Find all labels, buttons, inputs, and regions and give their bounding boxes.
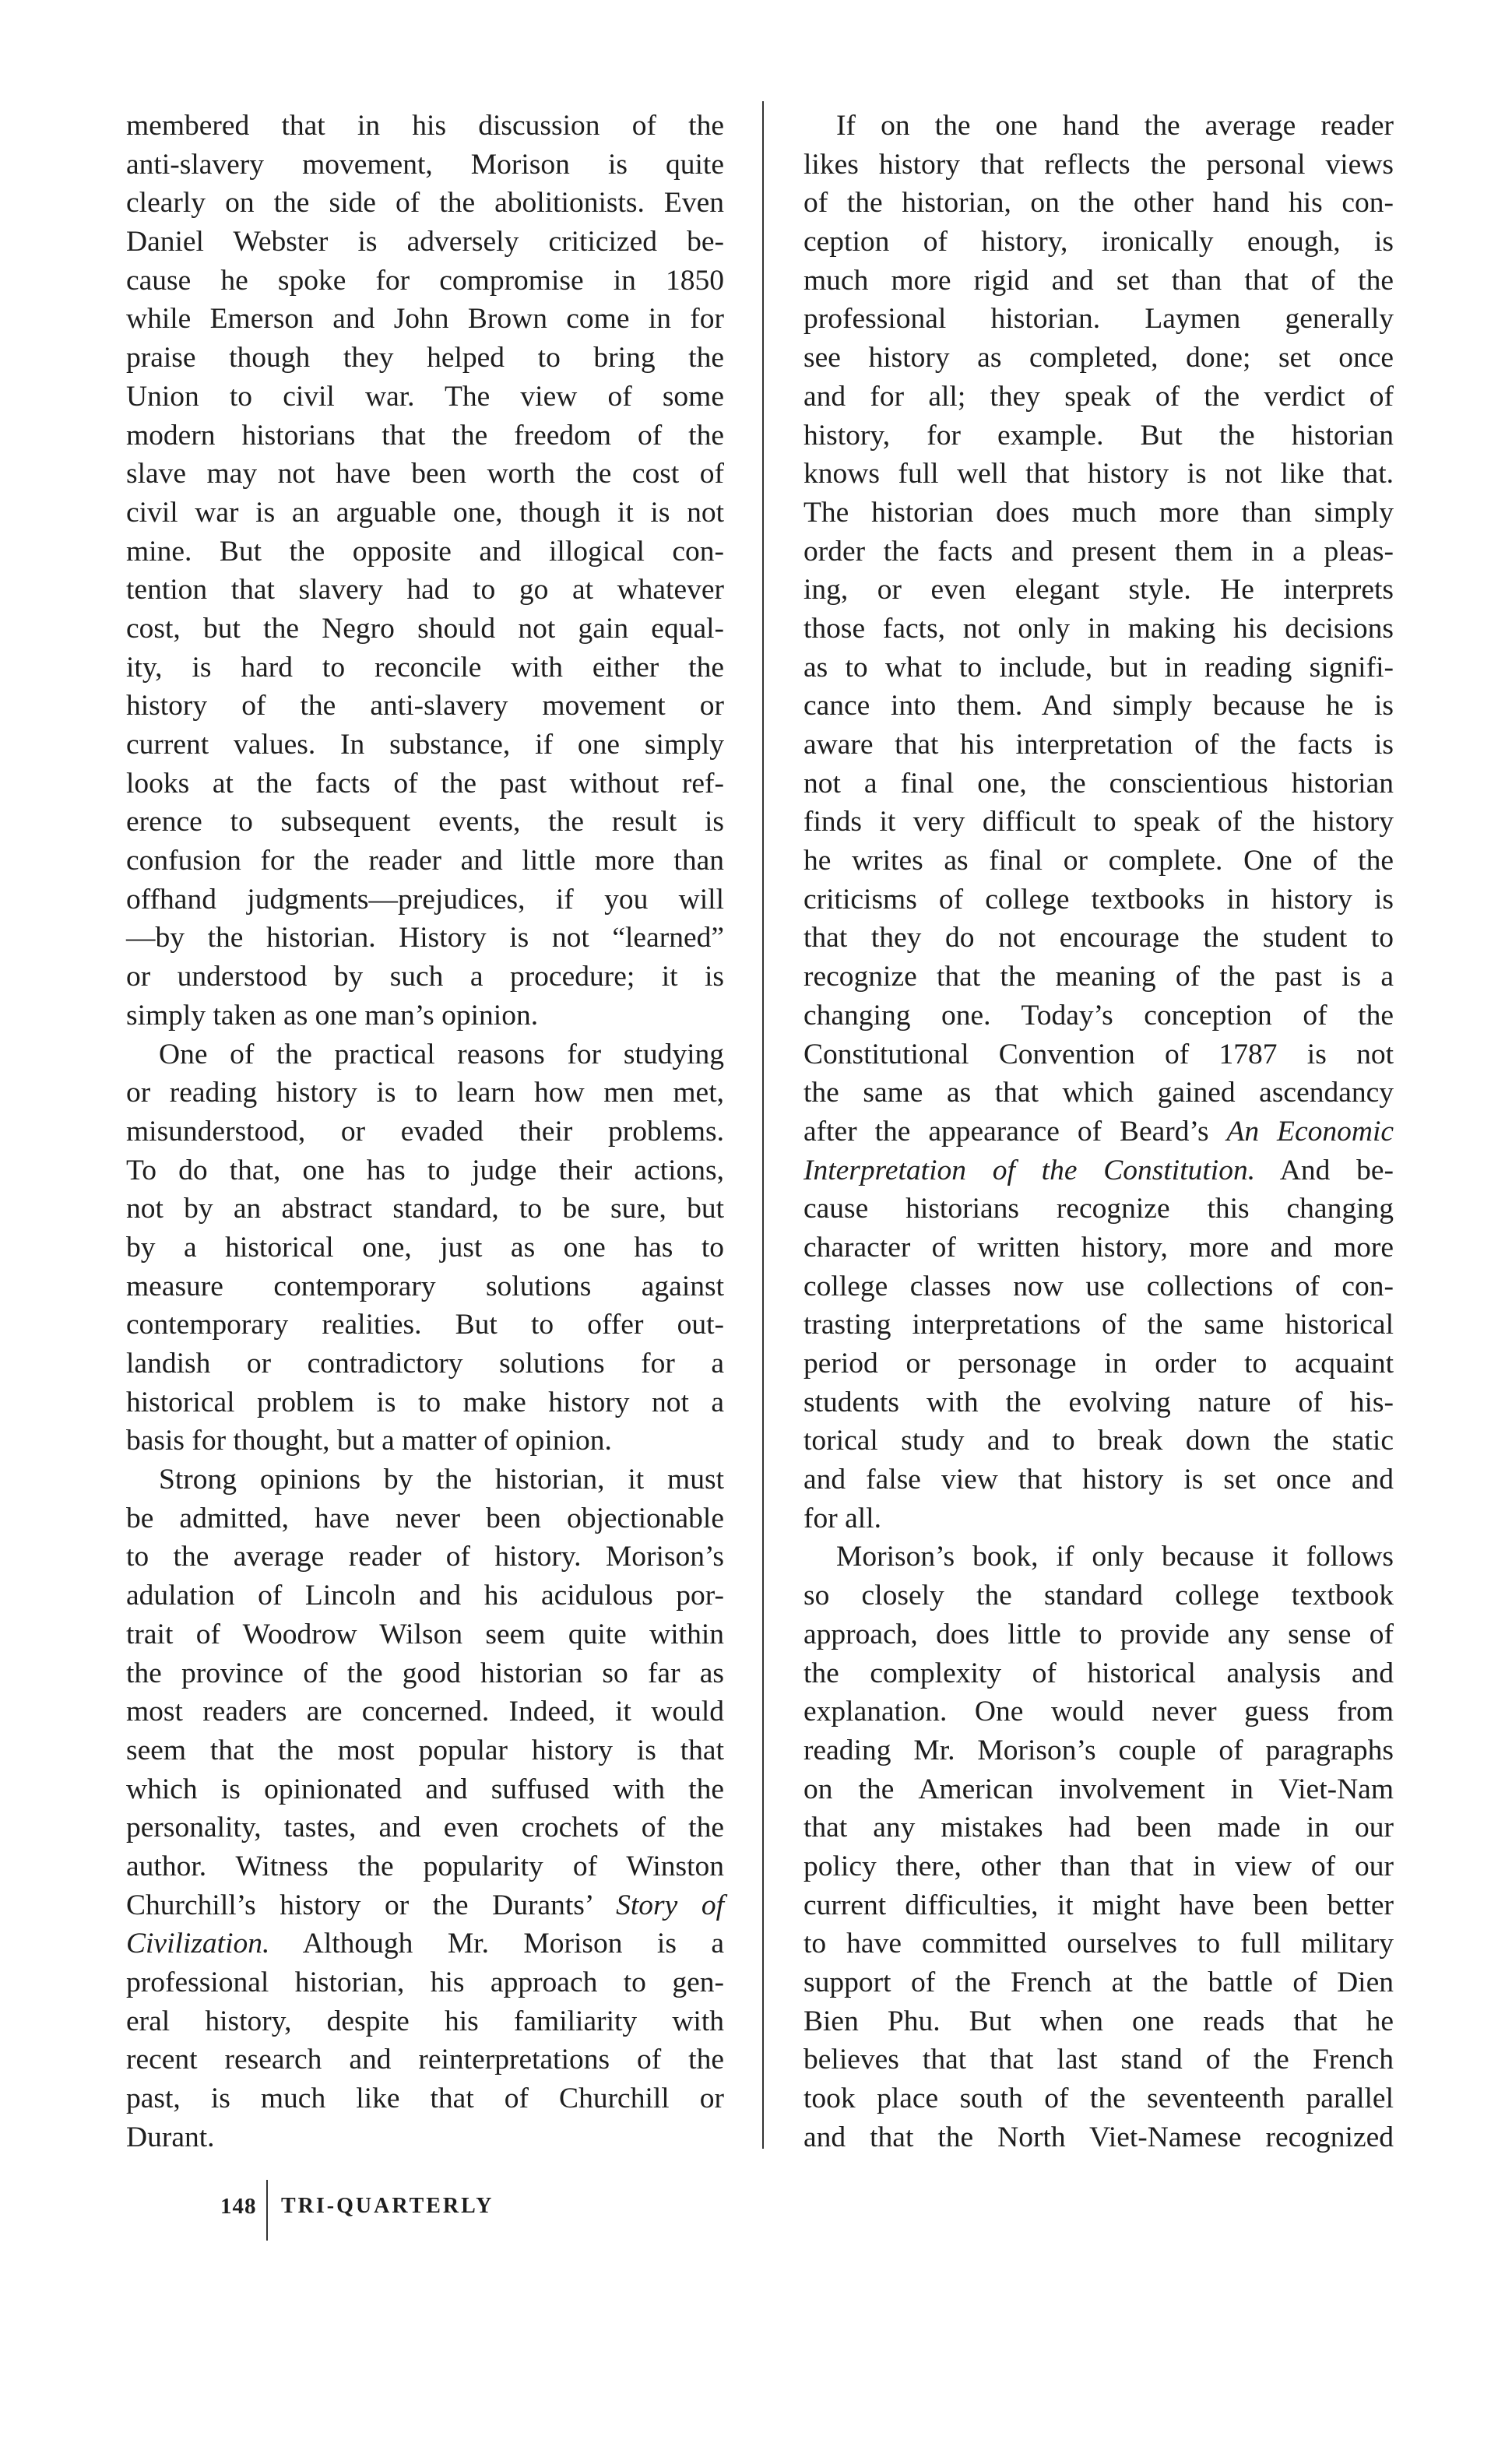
text-segment: recognize that the meaning of the past is a xyxy=(803,961,1394,993)
text-line xyxy=(126,1460,724,1499)
text-line xyxy=(126,1074,724,1112)
text-line xyxy=(803,2118,1394,2157)
text-segment: Daniel Webster is adversely criticized be- xyxy=(126,226,724,258)
text-line xyxy=(126,1808,724,1847)
text-line xyxy=(126,919,724,958)
text-line xyxy=(126,649,724,687)
text-line xyxy=(126,1151,724,1190)
text-line xyxy=(803,533,1394,571)
text-segment: recent research and reinterpretations of the xyxy=(126,2044,724,2076)
text-segment: reading Mr. Morison’s couple of paragraphs xyxy=(803,1734,1394,1766)
text-segment: and for all; they speak of the verdict of xyxy=(803,380,1394,413)
text-segment: that they do not encourage the student to xyxy=(803,922,1394,954)
text-segment: clearly on the side of the abolitionists. Even xyxy=(126,187,724,220)
text-segment: cance into them. And simply because he is xyxy=(803,690,1394,722)
text-segment: One of the practical reasons for studying xyxy=(159,1038,724,1070)
text-segment: modern historians that the freedom of the xyxy=(126,419,724,452)
text-segment: students with the evolving nature of his- xyxy=(803,1386,1394,1418)
italic-title: Civilization. xyxy=(126,1928,270,1960)
text-segment: eral history, despite his familiarity with xyxy=(126,2005,724,2037)
text-line xyxy=(803,996,1394,1035)
text-line xyxy=(803,1422,1394,1460)
text-segment: If on the one hand the average reader xyxy=(836,110,1394,142)
text-segment: Morison’s book, if only because it follows xyxy=(836,1541,1394,1573)
text-segment: college classes now use collections of con- xyxy=(803,1270,1394,1302)
text-line xyxy=(126,494,724,533)
text-line xyxy=(126,455,724,494)
text-line xyxy=(803,1808,1394,1847)
text-segment: adulation of Lincoln and his acidulous por- xyxy=(126,1580,724,1612)
text-line xyxy=(126,726,724,765)
text-segment: so closely the standard college textbook xyxy=(803,1580,1394,1612)
text-line xyxy=(126,1267,724,1306)
text-segment: trait of Woodrow Wilson seem quite within xyxy=(126,1618,724,1650)
text-segment: policy there, other than that in view of our xyxy=(803,1850,1394,1882)
text-segment: anti-slavery movement, Morison is quite xyxy=(126,148,724,181)
text-segment: Union to civil war. The view of some xyxy=(126,380,724,413)
text-segment: Strong opinions by the historian, it must xyxy=(159,1464,724,1496)
text-line xyxy=(126,996,724,1035)
text-segment: trasting interpretations of the same historical xyxy=(803,1309,1394,1341)
text-line xyxy=(126,262,724,301)
text-segment: simply taken as one man’s opinion. xyxy=(126,999,539,1032)
text-line xyxy=(126,803,724,842)
text-line xyxy=(803,881,1394,919)
text-segment: to have committed ourselves to full military xyxy=(803,1928,1394,1960)
text-line xyxy=(803,1538,1394,1576)
text-line xyxy=(803,2040,1394,2079)
text-line xyxy=(803,184,1394,223)
text-segment: the province of the good historian so far as xyxy=(126,1657,724,1689)
text-line xyxy=(803,803,1394,842)
text-segment: —by the historian. History is not “learned” xyxy=(126,922,724,954)
text-segment: ing, or even elegant style. He interprets xyxy=(803,574,1394,606)
text-segment: or understood by such a procedure; it is xyxy=(126,961,724,993)
text-line xyxy=(126,1383,724,1422)
text-line xyxy=(126,1190,724,1228)
text-line xyxy=(803,107,1394,146)
text-line xyxy=(126,339,724,378)
text-segment: finds it very difficult to speak of the history xyxy=(803,806,1394,838)
text-line xyxy=(126,687,724,726)
text-line xyxy=(126,2118,724,2157)
text-segment: membered that in his discussion of the xyxy=(126,110,724,142)
text-line xyxy=(803,1886,1394,1925)
italic-title: Story of xyxy=(616,1889,725,1921)
text-line xyxy=(126,184,724,223)
text-segment: author. Witness the popularity of Winston xyxy=(126,1850,724,1882)
text-segment: character of written history, more and more xyxy=(803,1231,1394,1264)
text-segment: the same as that which gained ascendancy xyxy=(803,1077,1394,1109)
text-segment: likes history that reflects the personal views xyxy=(803,148,1394,181)
text-segment: basis for thought, but a matter of opinion. xyxy=(126,1425,612,1457)
text-segment: current values. In substance, if one simply xyxy=(126,729,724,761)
text-line xyxy=(803,1654,1394,1693)
text-line xyxy=(803,417,1394,455)
text-segment: knows full well that history is not like that. xyxy=(803,458,1394,490)
text-line xyxy=(803,1460,1394,1499)
text-line xyxy=(803,1499,1394,1538)
text-line xyxy=(126,146,724,185)
text-line xyxy=(803,378,1394,417)
text-segment: confusion for the reader and little more than xyxy=(126,845,724,877)
text-segment: professional historian, his approach to gen- xyxy=(126,1967,724,1998)
text-line xyxy=(803,842,1394,881)
text-segment: offhand judgments—prejudices, if you will xyxy=(126,883,724,916)
text-segment: approach, does little to provide any sense of xyxy=(803,1618,1394,1650)
text-segment: professional historian. Laymen generally xyxy=(803,303,1394,336)
text-segment: be admitted, have never been objectionable xyxy=(126,1502,724,1534)
text-segment: To do that, one has to judge their actions, xyxy=(126,1154,724,1186)
text-line xyxy=(803,1151,1394,1190)
text-line xyxy=(803,262,1394,301)
text-segment: ity, is hard to reconcile with either the xyxy=(126,651,724,684)
text-line xyxy=(126,1886,724,1925)
text-segment: praise though they helped to bring the xyxy=(126,342,724,374)
text-line xyxy=(126,842,724,881)
text-line xyxy=(803,455,1394,494)
text-segment: not by an abstract standard, to be sure, but xyxy=(126,1193,724,1225)
text-segment: cause historians recognize this changing xyxy=(803,1193,1394,1225)
text-segment: slave may not have been worth the cost of xyxy=(126,458,724,490)
text-line xyxy=(803,1344,1394,1383)
text-line xyxy=(803,1306,1394,1344)
text-line xyxy=(126,610,724,649)
text-line xyxy=(126,1615,724,1654)
text-line xyxy=(803,1383,1394,1422)
text-segment: and false view that history is set once and xyxy=(803,1464,1394,1496)
text-segment: history, for example. But the historian xyxy=(803,419,1394,452)
text-line xyxy=(803,571,1394,610)
text-segment: looks at the facts of the past without ref- xyxy=(126,767,724,800)
text-segment: cause he spoke for compromise in 1850 xyxy=(126,264,724,297)
text-line xyxy=(126,1576,724,1615)
text-line xyxy=(126,1692,724,1731)
text-line xyxy=(803,223,1394,262)
text-line xyxy=(803,919,1394,958)
journal-title: TRI-QUARTERLY xyxy=(281,2194,494,2218)
text-segment: and that the North Viet-Namese recognized xyxy=(803,2121,1394,2153)
page-number: 148 xyxy=(220,2194,257,2219)
text-segment: much more rigid and set than that of the xyxy=(803,264,1394,297)
text-segment: Churchill’s history or the Durants’ xyxy=(126,1889,617,1921)
text-segment: seem that the most popular history is that xyxy=(126,1734,724,1766)
text-segment: on the American involvement in Viet-Nam xyxy=(803,1773,1394,1805)
text-line xyxy=(126,1499,724,1538)
text-line xyxy=(803,687,1394,726)
text-line xyxy=(126,378,724,417)
text-segment: believes that that last stand of the French xyxy=(803,2044,1394,2076)
text-line xyxy=(126,223,724,262)
text-segment: for all. xyxy=(803,1502,881,1534)
text-segment: past, is much like that of Churchill or xyxy=(126,2083,724,2115)
text-line xyxy=(803,1770,1394,1809)
text-line xyxy=(126,765,724,803)
text-segment: Although Mr. Morison is a xyxy=(269,1928,724,1960)
text-segment: aware that his interpretation of the facts is xyxy=(803,729,1394,761)
text-line xyxy=(803,1847,1394,1886)
text-segment: period or personage in order to acquaint xyxy=(803,1348,1394,1380)
text-line xyxy=(126,1924,724,1963)
text-line xyxy=(126,1422,724,1460)
text-line xyxy=(803,610,1394,649)
text-line xyxy=(803,1731,1394,1770)
text-line xyxy=(126,533,724,571)
text-segment: personality, tastes, and even crochets of the xyxy=(126,1812,724,1844)
text-segment: erence to subsequent events, the result is xyxy=(126,806,724,838)
text-segment: by a historical one, just as one has to xyxy=(126,1231,724,1264)
text-segment: he writes as final or complete. One of the xyxy=(803,845,1394,877)
text-segment: ception of history, ironically enough, is xyxy=(803,226,1394,258)
text-segment: explanation. One would never guess from xyxy=(803,1696,1394,1728)
text-segment: most readers are concerned. Indeed, it would xyxy=(126,1696,724,1728)
text-segment: And be- xyxy=(1255,1154,1394,1186)
text-segment: see history as completed, done; set once xyxy=(803,342,1394,374)
text-line xyxy=(803,2079,1394,2118)
text-segment: as to what to include, but in reading signifi- xyxy=(803,651,1394,684)
text-segment: measure contemporary solutions against xyxy=(126,1270,724,1302)
text-segment: order the facts and present them in a pleas- xyxy=(803,535,1394,568)
text-segment: after the appearance of Beard’s xyxy=(803,1115,1227,1148)
text-segment: Constitutional Convention of 1787 is not xyxy=(803,1038,1394,1070)
text-segment: of the historian, on the other hand his con- xyxy=(803,187,1394,220)
text-segment: torical study and to break down the static xyxy=(803,1425,1394,1457)
text-line xyxy=(803,2002,1394,2041)
text-line xyxy=(126,2040,724,2079)
text-segment: current difficulties, it might have been better xyxy=(803,1889,1394,1921)
text-line xyxy=(803,146,1394,185)
text-line xyxy=(126,300,724,339)
text-line xyxy=(803,339,1394,378)
right-column xyxy=(803,107,1394,2156)
text-line xyxy=(126,1963,724,2002)
text-line xyxy=(803,958,1394,996)
text-segment: mine. But the opposite and illogical con- xyxy=(126,535,724,568)
text-segment: changing one. Today’s conception of the xyxy=(803,999,1394,1032)
text-segment: support of the French at the battle of Dien xyxy=(803,1967,1394,1998)
text-line xyxy=(126,1306,724,1344)
text-segment: took place south of the seventeenth parallel xyxy=(803,2083,1394,2115)
text-segment: those facts, not only in making his decisions xyxy=(803,612,1394,645)
text-segment: criticisms of college textbooks in history is xyxy=(803,883,1394,916)
text-segment: Bien Phu. But when one reads that he xyxy=(803,2005,1394,2037)
text-segment: contemporary realities. But to offer out- xyxy=(126,1309,724,1341)
text-line xyxy=(126,1035,724,1074)
text-segment: cost, but the Negro should not gain equal- xyxy=(126,612,724,645)
text-line xyxy=(126,1847,724,1886)
text-line xyxy=(803,726,1394,765)
text-line xyxy=(803,649,1394,687)
text-segment: which is opinionated and suffused with the xyxy=(126,1773,724,1805)
text-line xyxy=(803,1924,1394,1963)
left-column xyxy=(126,107,724,2156)
text-line xyxy=(803,494,1394,533)
text-segment: landish or contradictory solutions for a xyxy=(126,1348,724,1380)
text-line xyxy=(126,1228,724,1267)
text-segment: history of the anti-slavery movement or xyxy=(126,690,724,722)
text-line xyxy=(126,1654,724,1693)
text-line xyxy=(126,2079,724,2118)
text-segment: civil war is an arguable one, though it is not xyxy=(126,496,724,529)
text-line xyxy=(126,1112,724,1151)
text-line xyxy=(803,1615,1394,1654)
text-line xyxy=(803,1576,1394,1615)
text-line xyxy=(803,1035,1394,1074)
text-line xyxy=(126,107,724,146)
text-line xyxy=(803,1074,1394,1112)
text-segment: historical problem is to make history not a xyxy=(126,1386,724,1418)
text-segment: or reading history is to learn how men met, xyxy=(126,1077,724,1109)
text-line xyxy=(803,765,1394,803)
text-line xyxy=(803,300,1394,339)
text-segment: not a final one, the conscientious historian xyxy=(803,767,1394,800)
text-line xyxy=(126,1770,724,1809)
text-segment: the complexity of historical analysis and xyxy=(803,1657,1394,1689)
text-line xyxy=(126,1344,724,1383)
text-segment: The historian does much more than simply xyxy=(803,496,1394,529)
text-segment: to the average reader of history. Morison’s xyxy=(126,1541,724,1573)
text-segment: misunderstood, or evaded their problems. xyxy=(126,1115,724,1148)
text-line xyxy=(803,1267,1394,1306)
text-line xyxy=(126,417,724,455)
text-line xyxy=(126,2002,724,2041)
italic-title: Interpretation of the Constitution. xyxy=(803,1154,1256,1186)
text-line xyxy=(803,1963,1394,2002)
column-divider xyxy=(762,101,764,2149)
text-line xyxy=(803,1190,1394,1228)
text-line xyxy=(126,958,724,996)
text-segment: tention that slavery had to go at whatever xyxy=(126,574,724,606)
text-line xyxy=(803,1112,1394,1151)
text-segment: that any mistakes had been made in our xyxy=(803,1812,1394,1844)
text-line xyxy=(803,1228,1394,1267)
text-segment: Durant. xyxy=(126,2121,215,2153)
text-line xyxy=(126,1731,724,1770)
text-line xyxy=(803,1692,1394,1731)
text-segment: while Emerson and John Brown come in for xyxy=(126,303,724,336)
text-line xyxy=(126,571,724,610)
footer-divider xyxy=(266,2180,268,2241)
text-line xyxy=(126,881,724,919)
italic-title: An Economic xyxy=(1226,1115,1394,1148)
text-line xyxy=(126,1538,724,1576)
